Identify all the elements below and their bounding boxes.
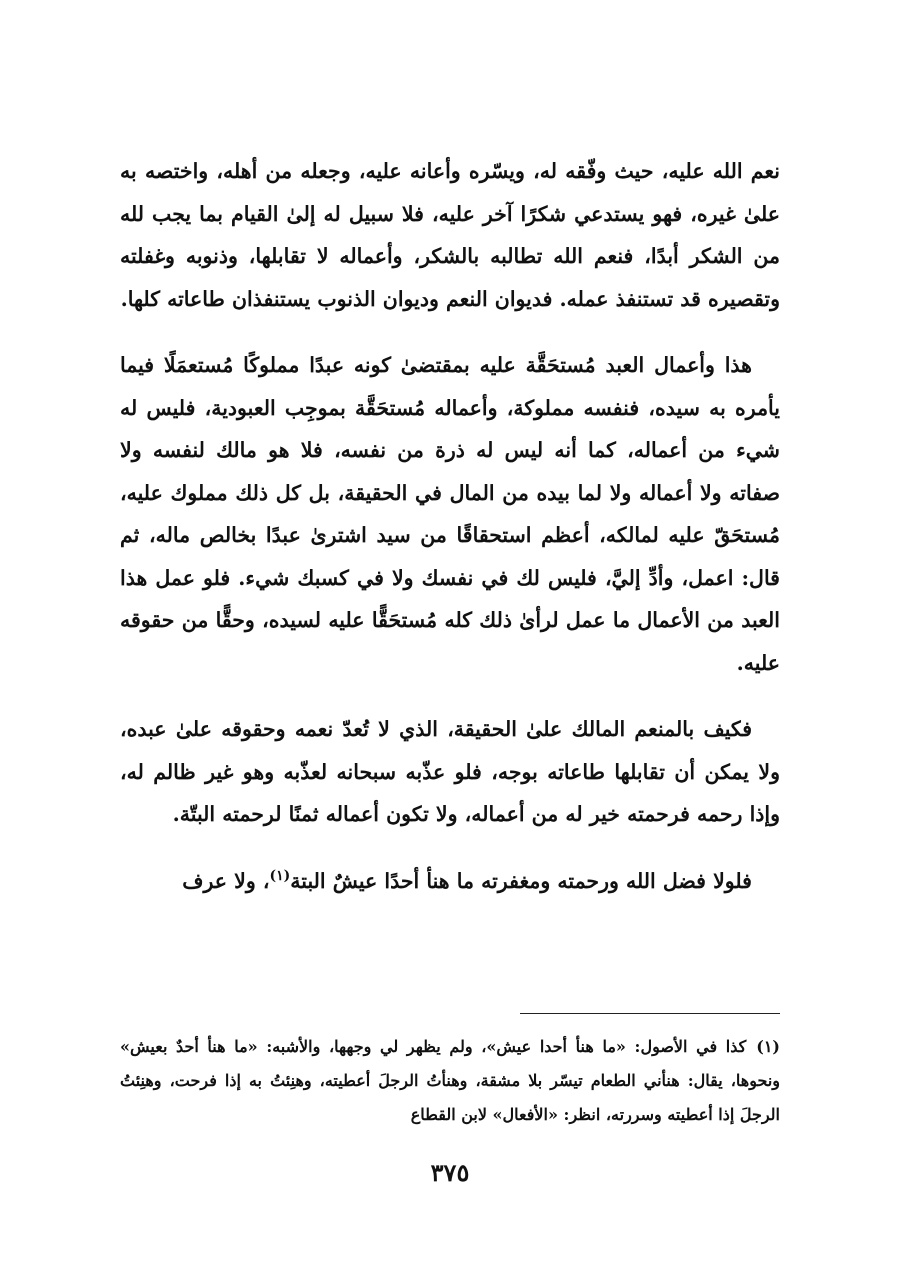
paragraph-4-continuation: ، ولا عرف xyxy=(182,868,270,893)
page-number: ٣٧٥ xyxy=(430,1158,470,1187)
paragraph-2: هذا وأعمال العبد مُستحَقَّة عليه بمقتضىٰ كونه عبدًا مملوكًا مُستعمَلًا فيما يأمره به سيده، فنفسه مملوكة، وأعماله مُستحَقَّة بموجِب العبودية، فليس له شيء من أعماله، كما أنه ليس له ذرة من نفسه، فلا هو مالك لنفسه ولا صفاته ولا أعماله ولا لما بيده من المال في الحقيقة، بل كل ذلك مملوك عليه، مُستحَقّ عليه لمالكه، أعظم استحقاقًا من سيد اشترىٰ عبدًا بخالص ماله، ثم قال: اعمل، وأدِّ إليَّ، فليس لك في نفسك ولا في كسبك شيء. فلو عمل هذا العبد من الأعمال ما عمل لرأىٰ ذلك كله مُستحَقًّا عليه لسيده، وحقًّا من حقوقه عليه. xyxy=(120,353,780,675)
paragraph-3: فكيف بالمنعم المالك علىٰ الحقيقة، الذي لا تُعدّ نعمه وحقوقه علىٰ عبده، ولا يمكن أن تقابلها طاعاته بوجه، فلو عذّبه سبحانه لعذّبه وهو غير ظالم له، وإذا رحمه فرحمته خير له من أعماله، ولا تكون أعماله ثمنًا لرحمته البتّة. xyxy=(120,717,780,826)
paragraph-1: نعم الله عليه، حيث وفّقه له، ويسّره وأعانه عليه، وجعله من أهله، واختصه به علىٰ غيره، فهو يستدعي شكرًا آخر عليه، فلا سبيل له إلىٰ القيام بما يجب لله من الشكر أبدًا، فنعم الله تطالبه بالشكر، وأعماله لا تقابلها، وذنوبه وغفلته وتقصيره قد تستنفذ عمله. فديوان النعم وديوان الذنوب يستنفذان طاعاته كلها. xyxy=(120,159,780,311)
footnote xyxy=(120,1030,780,1132)
main-text xyxy=(120,150,780,902)
paragraph-4-text: فلولا فضل الله ورحمته ومغفرته ما هنأ أحدًا عيشٌ البتة xyxy=(290,868,752,893)
footnote-text: كذا في الأصول: «ما هنأ أحدا عيش»، ولم يظهر لي وجهها، والأشبه: «ما هنأ أحدٌ بعيش» ونحوها، يقال: هنأني الطعام تيسّر بلا مشقة، وهنأتُ الرجلَ أعطيته، وهنِئتُ به إذا فرحت، وهنِئتُ الرجلَ إذا أعطيته وسررته، انظر: «الأفعال» لابن القطاع xyxy=(120,1037,780,1124)
footnote-reference[interactable]: (١) xyxy=(269,867,291,884)
footnote-separator xyxy=(520,1013,780,1014)
footnote-number: (١) xyxy=(756,1037,780,1056)
paragraph-4 xyxy=(120,860,780,903)
